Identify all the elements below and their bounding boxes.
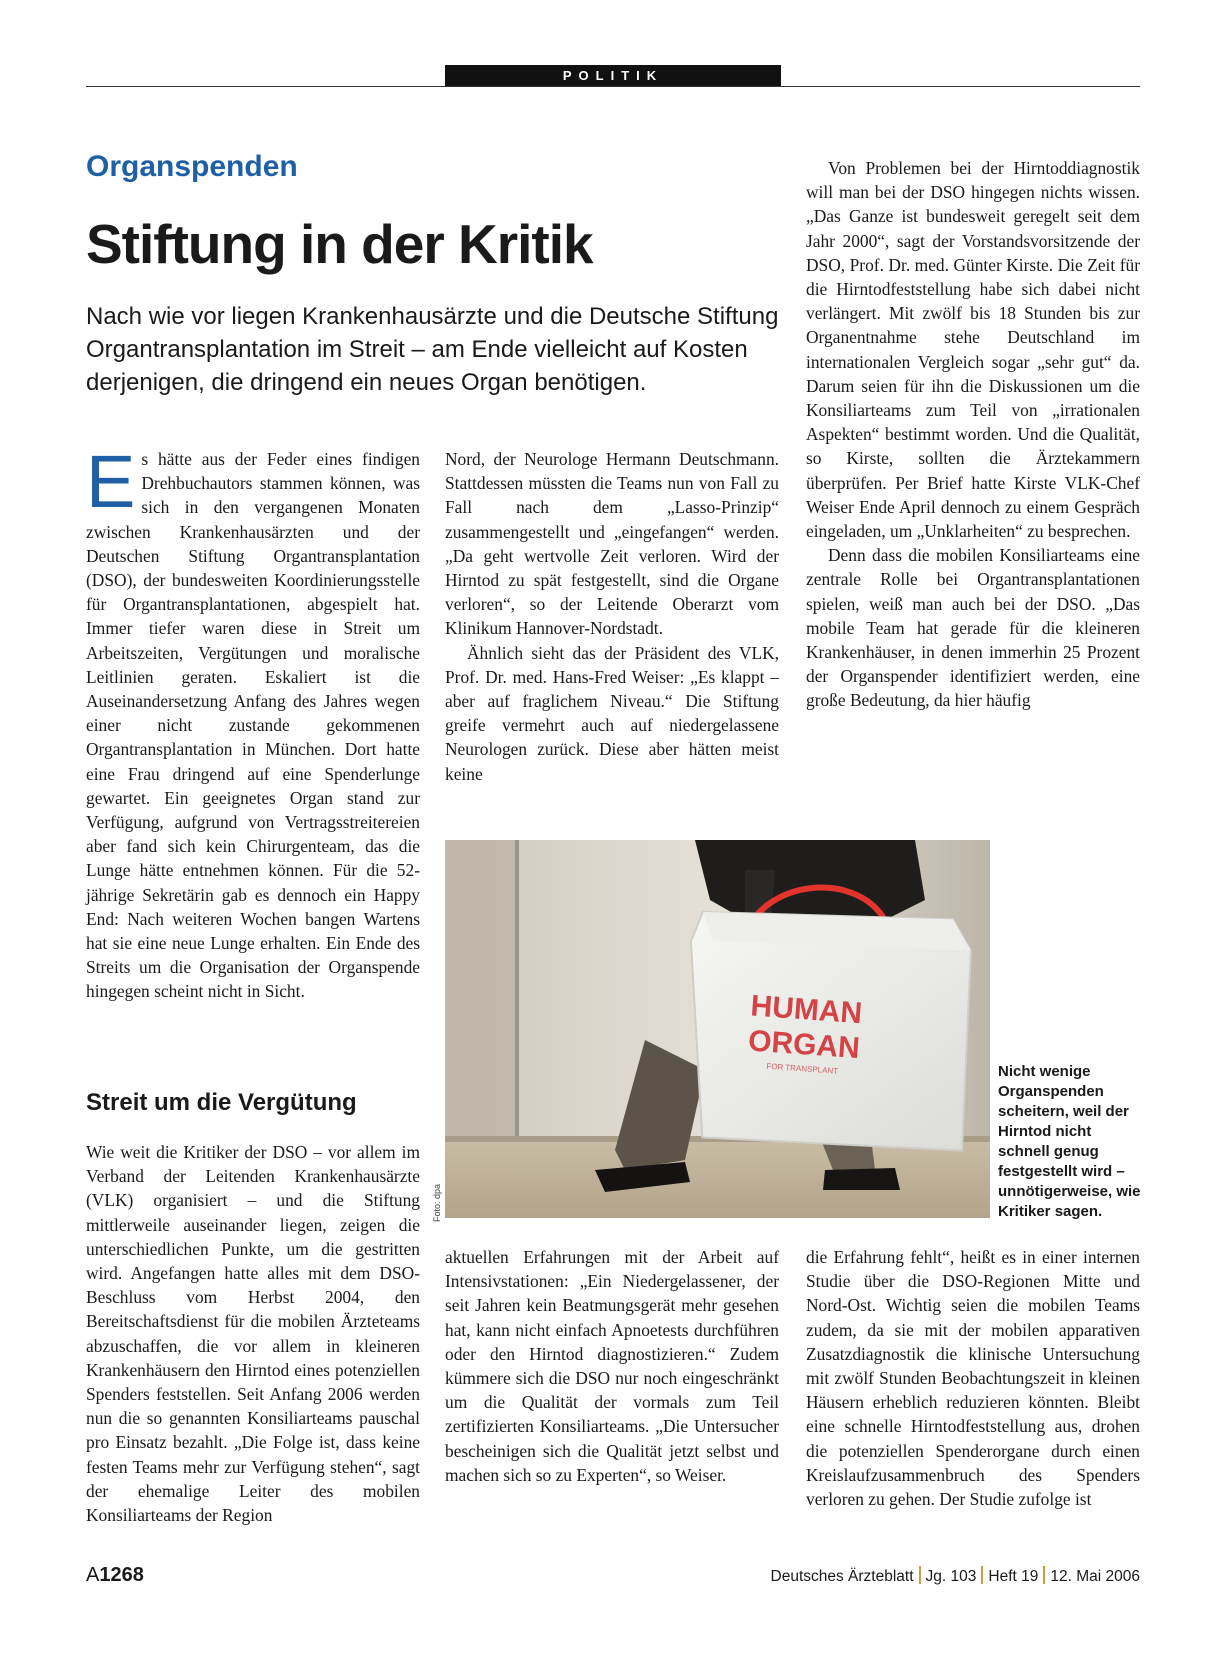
body-paragraph: die Erfahrung fehlt“, heißt es in einer internen Studie über die DSO-Regionen Mitte und Nord-Ost. Wichtig seien die mobilen Teams zudem, da sie mit der mobilen apparativen Zusatzdiagnostik die klinische Untersuchung mit zwölf Stunden Beobachtungszeit in kleinen Häusern erheblich reduzieren könnten. Bleibt eine schnelle Hirntodfeststellung aus, drohen die potenziellen Spenderorgane durch einen Kreislaufzusammenbruch des Spenders verloren zu gehen. Der Studie zufolge ist — [806, 1247, 1140, 1510]
body-paragraph: Nord, der Neurologe Hermann Deutschmann. Stattdessen müssten die Teams nun von Fall zu Fall nach dem „Lasso-Prinzip“ zusammengestellt und „eingefangen“ werden. „Da geht wertvolle Zeit verloren. Wird der Hirntod zu spät festgestellt, sind die Organe verloren“, so der Leitende Oberarzt vom Klinikum Hannover-Nordstadt. — [445, 449, 779, 639]
column-1-top — [86, 440, 420, 1004]
journal-name: Deutsches Ärzteblatt — [770, 1568, 914, 1585]
column-3-bottom — [806, 1245, 1140, 1511]
article-lead: Nach wie vor liegen Krankenhausärzte und die Deutsche Stiftung Organtransplantation im Streit – am Ende vielleicht auf Kosten derjenigen, die dringend ein neues Organ benötigen. — [86, 303, 779, 396]
column-1-bottom — [86, 1140, 420, 1527]
column-3-top — [806, 156, 1140, 713]
folio-number: 1268 — [99, 1564, 144, 1586]
column-2-bottom — [445, 1245, 779, 1487]
body-paragraph: Ähnlich sieht das der Präsident des VLK, Prof. Dr. med. Hans-Fred Weiser: „Es klappt – aber auf fraglichem Niveau.“ Die Stiftung greife vermehrt auch auf niedergelassene Neurologen zurück. Diese aber hätten meist keine — [445, 642, 779, 784]
photo-illustration — [445, 840, 990, 1218]
journal-issue: Heft 19 — [988, 1568, 1039, 1585]
article-photo — [445, 840, 990, 1218]
journal-volume: Jg. 103 — [925, 1568, 977, 1585]
body-paragraph: Denn dass die mobilen Konsiliarteams eine zentrale Rolle bei Organtransplantationen spielen, weiß man auch bei der DSO. „Das mobile Team hat gerade für die kleineren Krankenhäuser, in denen immerhin 25 Prozent der Organspender identifiziert werden, eine große Bedeutung, da hier häufig — [806, 545, 1140, 711]
article-headline: Stiftung in der Kritik — [86, 213, 593, 275]
journal-date: 12. Mai 2006 — [1050, 1568, 1140, 1585]
footer-separator — [919, 1566, 921, 1584]
journal-footer — [771, 1566, 1140, 1586]
box-text-1: HUMAN — [749, 989, 864, 1031]
body-text: s hätte aus der Feder eines findigen Drehbuchautors stammen können, was sich in den vergangenen Monaten zwischen Krankenhausärzten und der Deutschen Stiftung Organtransplantation (DSO), der bundesweiten Koordinierungsstelle für Organtransplantationen, abgespielt hat. Immer tiefer waren diese in Streit um Arbeitszeiten, Vergütungen und moralische Leitlinien geraten. Eskaliert ist die Auseinandersetzung Anfang des Jahres wegen einer nicht zustande gekommenen Organtransplantation in München. Dort hatte eine Frau dringend auf eine Spenderlunge gewartet. Ein geeignetes Organ stand zur Verfügung, aufgrund von Vertragsstreitereien aber fand sich kein Chirurgenteam, das die Lunge hätte entnehmen können. Für die 52-jährige Sekretärin gab es dennoch ein Happy End: Nach weiteren Wochen bangen Wartens hat sie eine neue Lunge erhalten. Ein Ende des Streits um die Organisation der Organspende hingegen scheint nicht in Sicht. — [86, 449, 420, 1002]
body-paragraph: aktuellen Erfahrungen mit der Arbeit auf Intensivstationen: „Ein Niedergelassener, der seit Jahren kein Beatmungsgerät mehr gesehen hat, kann nicht einfach Apnoetests durchführen oder den Hirntod diagnostizieren.“ Zudem kümmere sich die DSO nur noch eingeschränkt um die Qualität der vormals zum Teil zertifizierten Konsiliarteams. „Die Untersucher bescheinigen sich die Qualität jetzt selbst und machen sich so zu Experten“, so Weiser. — [445, 1247, 779, 1485]
box-text-2: ORGAN — [747, 1024, 861, 1066]
drop-cap: E — [86, 440, 136, 523]
section-label: POLITIK — [445, 65, 781, 86]
body-paragraph — [86, 440, 420, 1004]
article-subhead: Streit um die Vergütung — [86, 1089, 357, 1116]
footer-separator — [1043, 1566, 1045, 1584]
article-kicker: Organspenden — [86, 150, 298, 183]
photo-caption: Nicht wenige Organspenden scheitern, weil der Hirntod nicht schnell genug festgestellt wird – unnötigerweise, wie Kritiker sagen. — [998, 1063, 1141, 1220]
page-number — [86, 1564, 144, 1587]
folio-prefix: A — [86, 1564, 100, 1586]
body-paragraph: Wie weit die Kritiker der DSO – vor allem im Verband der Leitenden Krankenhausärzte (VLK) organisiert – und die Stiftung mittlerweile auseinander liegen, zeigen die unterschiedlichen Punkte, um die gestritten wird. Angefangen hatte alles mit dem DSO-Beschluss vom Herbst 2004, den Bereitschaftsdienst für die mobilen Ärzteteams abzuschaffen, die vor allem in kleineren Krankenhäusern den Hirntod eines potenziellen Spenders feststellen. Seit Anfang 2006 werden nun die so genannten Konsiliarteams pauschal pro Einsatz bezahlt. „Die Folge ist, dass keine festen Teams mehr zur Verfügung stehen“, sagt der ehemalige Leiter des mobilen Konsiliarteams der Region — [86, 1142, 420, 1526]
box-text-small: FOR TRANSPLANT — [766, 1061, 839, 1076]
photo-credit: Foto: dpa — [432, 1183, 442, 1222]
header-rule — [86, 86, 1140, 87]
footer-separator — [981, 1566, 983, 1584]
column-2-top — [445, 447, 779, 786]
body-paragraph: Von Problemen bei der Hirntoddiagnostik will man bei der DSO hingegen nichts wissen. „Das Ganze ist bundesweit geregelt seit dem Jahr 2000“, sagt der Vorstandsvorsitzende der DSO, Prof. Dr. med. Günter Kirste. Die Zeit für die Hirntodfeststellung habe sich dabei nicht verlängert. Mit zwölf bis 18 Stunden bis zur Organentnahme stehe Deutschland im internationalen Vergleich sogar „sehr gut“ da. Darum seien für ihn die Diskussionen um die Konsiliarteams zum Teil von „irrationalen Aspekten“ bestimmt worden. Und die Qualität, so Kirste, sollten die Ärztekammern überprüfen. Per Brief hatte Kirste VLK-Chef Weiser Ende April dennoch zu einem Gespräch eingeladen, um „Unklarheiten“ zu besprechen. — [806, 158, 1140, 542]
